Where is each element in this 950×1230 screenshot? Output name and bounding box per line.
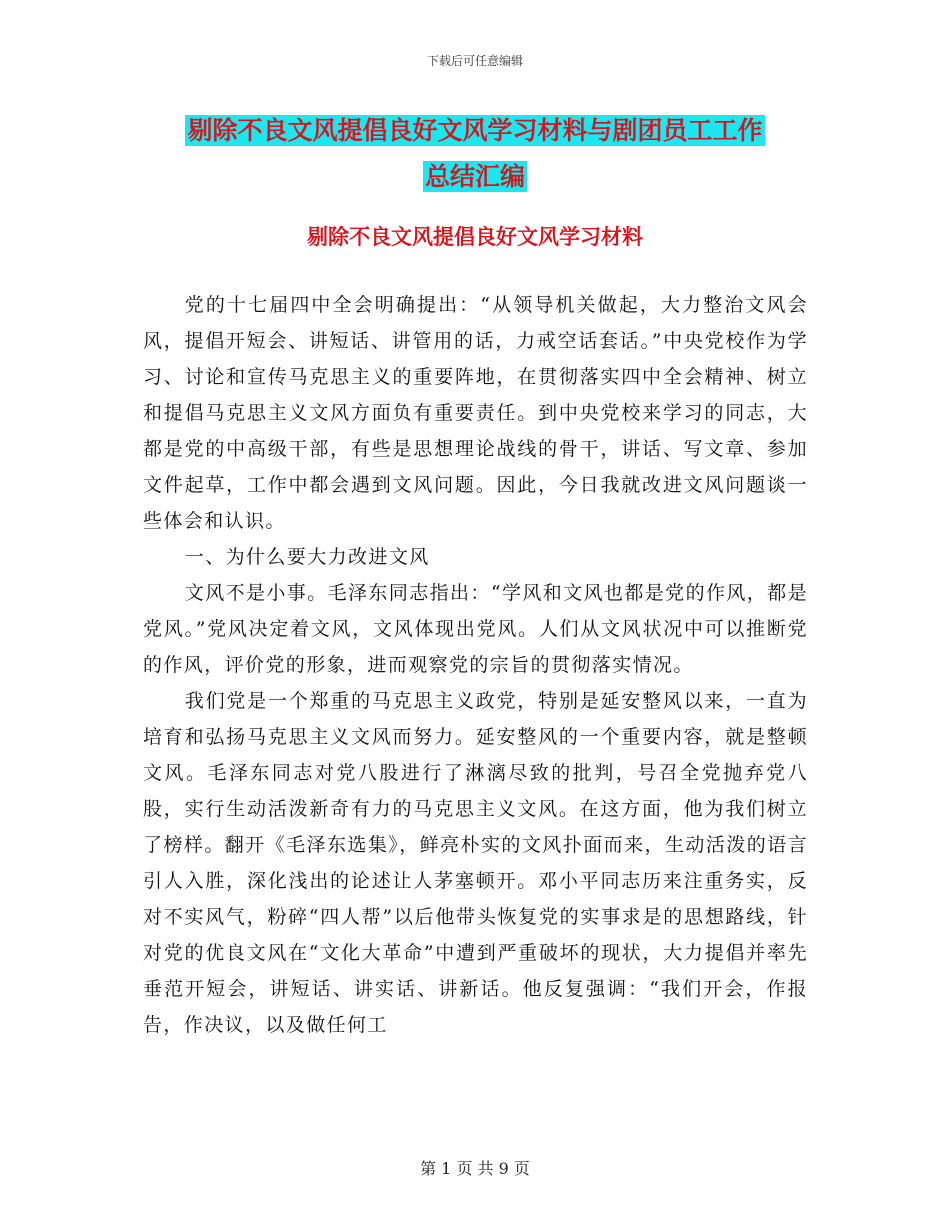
section-title: 剔除不良文风提倡良好文风学习材料 [307,225,643,249]
document-title-line-2: 总结汇编 [424,162,525,191]
paragraph-heading: 一、为什么要大力改进文风 [184,546,430,568]
paragraph: 我们党是一个郑重的马克思主义政党，特别是延安整风以来，一直为培育和弘扬马克思主义文风而努力。延安整风的一个重要内容，就是整顿文风。毛泽东同志对党八股进行了淋漓尽致的批判，号召全党抛弃党八股，实行生动活泼新奇有力的马克思主义文风。在这方面，他为我们树立了榜样。翻开《毛泽东选集》，鲜亮朴实的文风扑面而来，生动活泼的语言引人入胜，深化浅出的论述让人茅塞顿开。邓小平同志历来注重务实，反对不实风气，粉碎“四人帮”以后他带头恢复党的实事求是的思想路线，针对党的优良文风在“文化大革命”中遭到严重破坏的现状，大力提倡并率先垂范开短会，讲短话、讲实话、讲新话。他反复强调：“我们开会，作报告，作决议，以及做任何工 [143,690,808,1036]
page-footer: 第 1 页 共 9 页 [420,1159,530,1178]
paragraph: 党的十七届四中全会明确提出：“从领导机关做起，大力整治文风会风，提倡开短会、讲短话、讲管用的话，力戒空话套话。”中央党校作为学习、讨论和宣传马克思主义的重要阵地，在贯彻落实四中全会精神、树立和提倡马克思主义文风方面负有重要责任。到中央党校来学习的同志，大都是党的中高级干部，有些是思想理论战线的骨干，讲话、写文章、参加文件起草，工作中都会遇到文风问题。因此，今日我就改进文风问题谈一些体会和认识。 [143,294,808,532]
paragraph: 文风不是小事。毛泽东同志指出：“学风和文风也都是党的作风，都是党风。”党风决定着文风，文风体现出党风。人们从文风状况中可以推断党的作风，评价党的形象，进而观察党的宗旨的贯彻落实情况。 [143,582,808,676]
document-body [143,287,808,1043]
document-title-line-1: 剔除不良文风提倡良好文风学习材料与剧团员工工作 [187,116,763,145]
page-header: 下载后可任意编辑 [426,54,523,68]
document-title [145,108,805,200]
